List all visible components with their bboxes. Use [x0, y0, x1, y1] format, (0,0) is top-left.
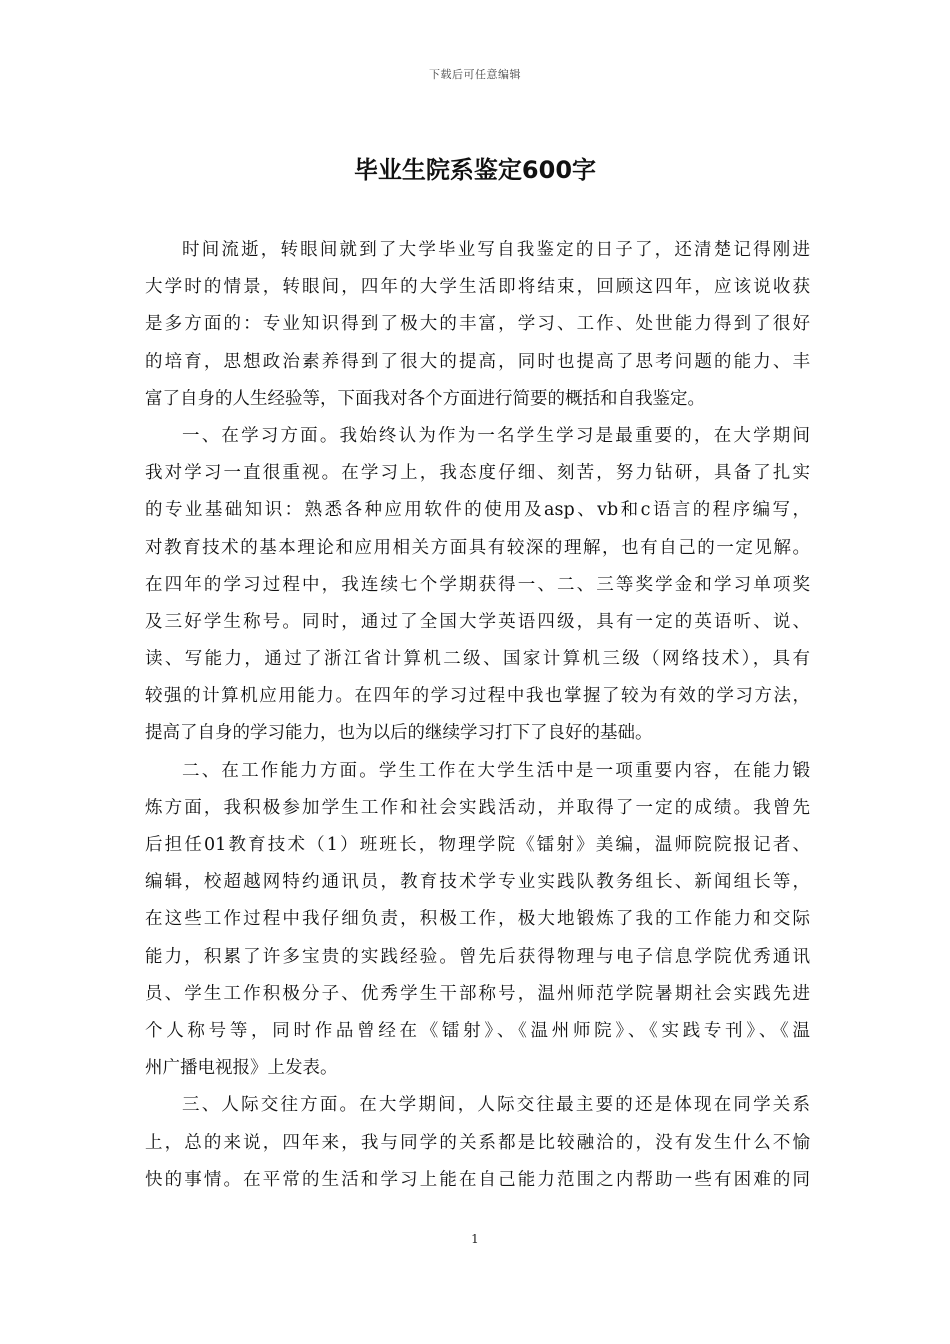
- body-line: 的培育，思想政治素养得到了很大的提高，同时也提高了思考问题的能力、丰: [145, 351, 810, 372]
- body-line: 州广播电视报》上发表。: [145, 1058, 338, 1079]
- body-line: 在这些工作过程中我仔细负责，积极工作，极大地锻炼了我的工作能力和交际: [145, 909, 810, 930]
- body-line: 炼方面，我积极参加学生工作和社会实践活动，并取得了一定的成绩。我曾先: [145, 797, 810, 818]
- body-line: 富了自身的人生经验等，下面我对各个方面进行简要的概括和自我鉴定。: [145, 388, 705, 409]
- page-number: 1: [471, 1232, 479, 1246]
- document-title: 毕业生院系鉴定600字: [353, 156, 597, 184]
- body-line: 二、在工作能力方面。学生工作在大学生活中是一项重要内容，在能力锻: [182, 760, 810, 781]
- body-line: 后担任01教育技术（1）班班长，物理学院《镭射》美编，温师院院报记者、: [145, 835, 810, 855]
- body-line: 编辑，校超越网特约通讯员，教育技术学专业实践队教务组长、新闻组长等，: [145, 872, 810, 893]
- header-note: 下载后可任意编辑: [429, 68, 521, 81]
- body-line: 三、人际交往方面。在大学期间，人际交往最主要的还是体现在同学关系: [182, 1095, 810, 1116]
- body-line: 读、写能力，通过了浙江省计算机二级、国家计算机三级（网络技术），具有: [145, 649, 810, 670]
- body-line: 能力，积累了许多宝贵的实践经验。曾先后获得物理与电子信息学院优秀通讯: [145, 946, 810, 967]
- body-line: 时间流逝，转眼间就到了大学毕业写自我鉴定的日子了，还清楚记得刚进: [182, 240, 810, 260]
- body-line: 上，总的来说，四年来，我与同学的关系都是比较融洽的，没有发生什么不愉: [145, 1132, 810, 1153]
- body-line: 对教育技术的基本理论和应用相关方面具有较深的理解，也有自己的一定见解。: [145, 537, 810, 558]
- body-line: 在四年的学习过程中，我连续七个学期获得一、二、三等奖学金和学习单项奖: [145, 574, 810, 595]
- body-line: 个人称号等，同时作品曾经在《镭射》、《温州师院》、《实践专刊》、《温: [145, 1020, 810, 1041]
- body-line: 较强的计算机应用能力。在四年的学习过程中我也掌握了较为有效的学习方法，: [145, 686, 810, 707]
- body-line: 员、学生工作积极分子、优秀学生干部称号，温州师范学院暑期社会实践先进: [145, 983, 810, 1004]
- document-body: [145, 232, 810, 1199]
- body-line: 我对学习一直很重视。在学习上，我态度仔细、刻苦，努力钻研，具备了扎实: [145, 463, 810, 484]
- body-line: 快的事情。在平常的生活和学习上能在自己能力范围之内帮助一些有困难的同: [145, 1169, 810, 1190]
- body-line: 是多方面的：专业知识得到了极大的丰富，学习、工作、处世能力得到了很好: [145, 314, 810, 335]
- body-line: 提高了自身的学习能力，也为以后的继续学习打下了良好的基础。: [145, 723, 653, 744]
- body-line: 大学时的情景，转眼间，四年的大学生活即将结束，回顾这四年，应该说收获: [145, 277, 810, 298]
- body-line: 的专业基础知识：熟悉各种应用软件的使用及asp、vb和c语言的程序编写，: [145, 500, 810, 521]
- body-line: 一、在学习方面。我始终认为作为一名学生学习是最重要的，在大学期间: [182, 425, 810, 446]
- body-line: 及三好学生称号。同时，通过了全国大学英语四级，具有一定的英语听、说、: [145, 611, 810, 632]
